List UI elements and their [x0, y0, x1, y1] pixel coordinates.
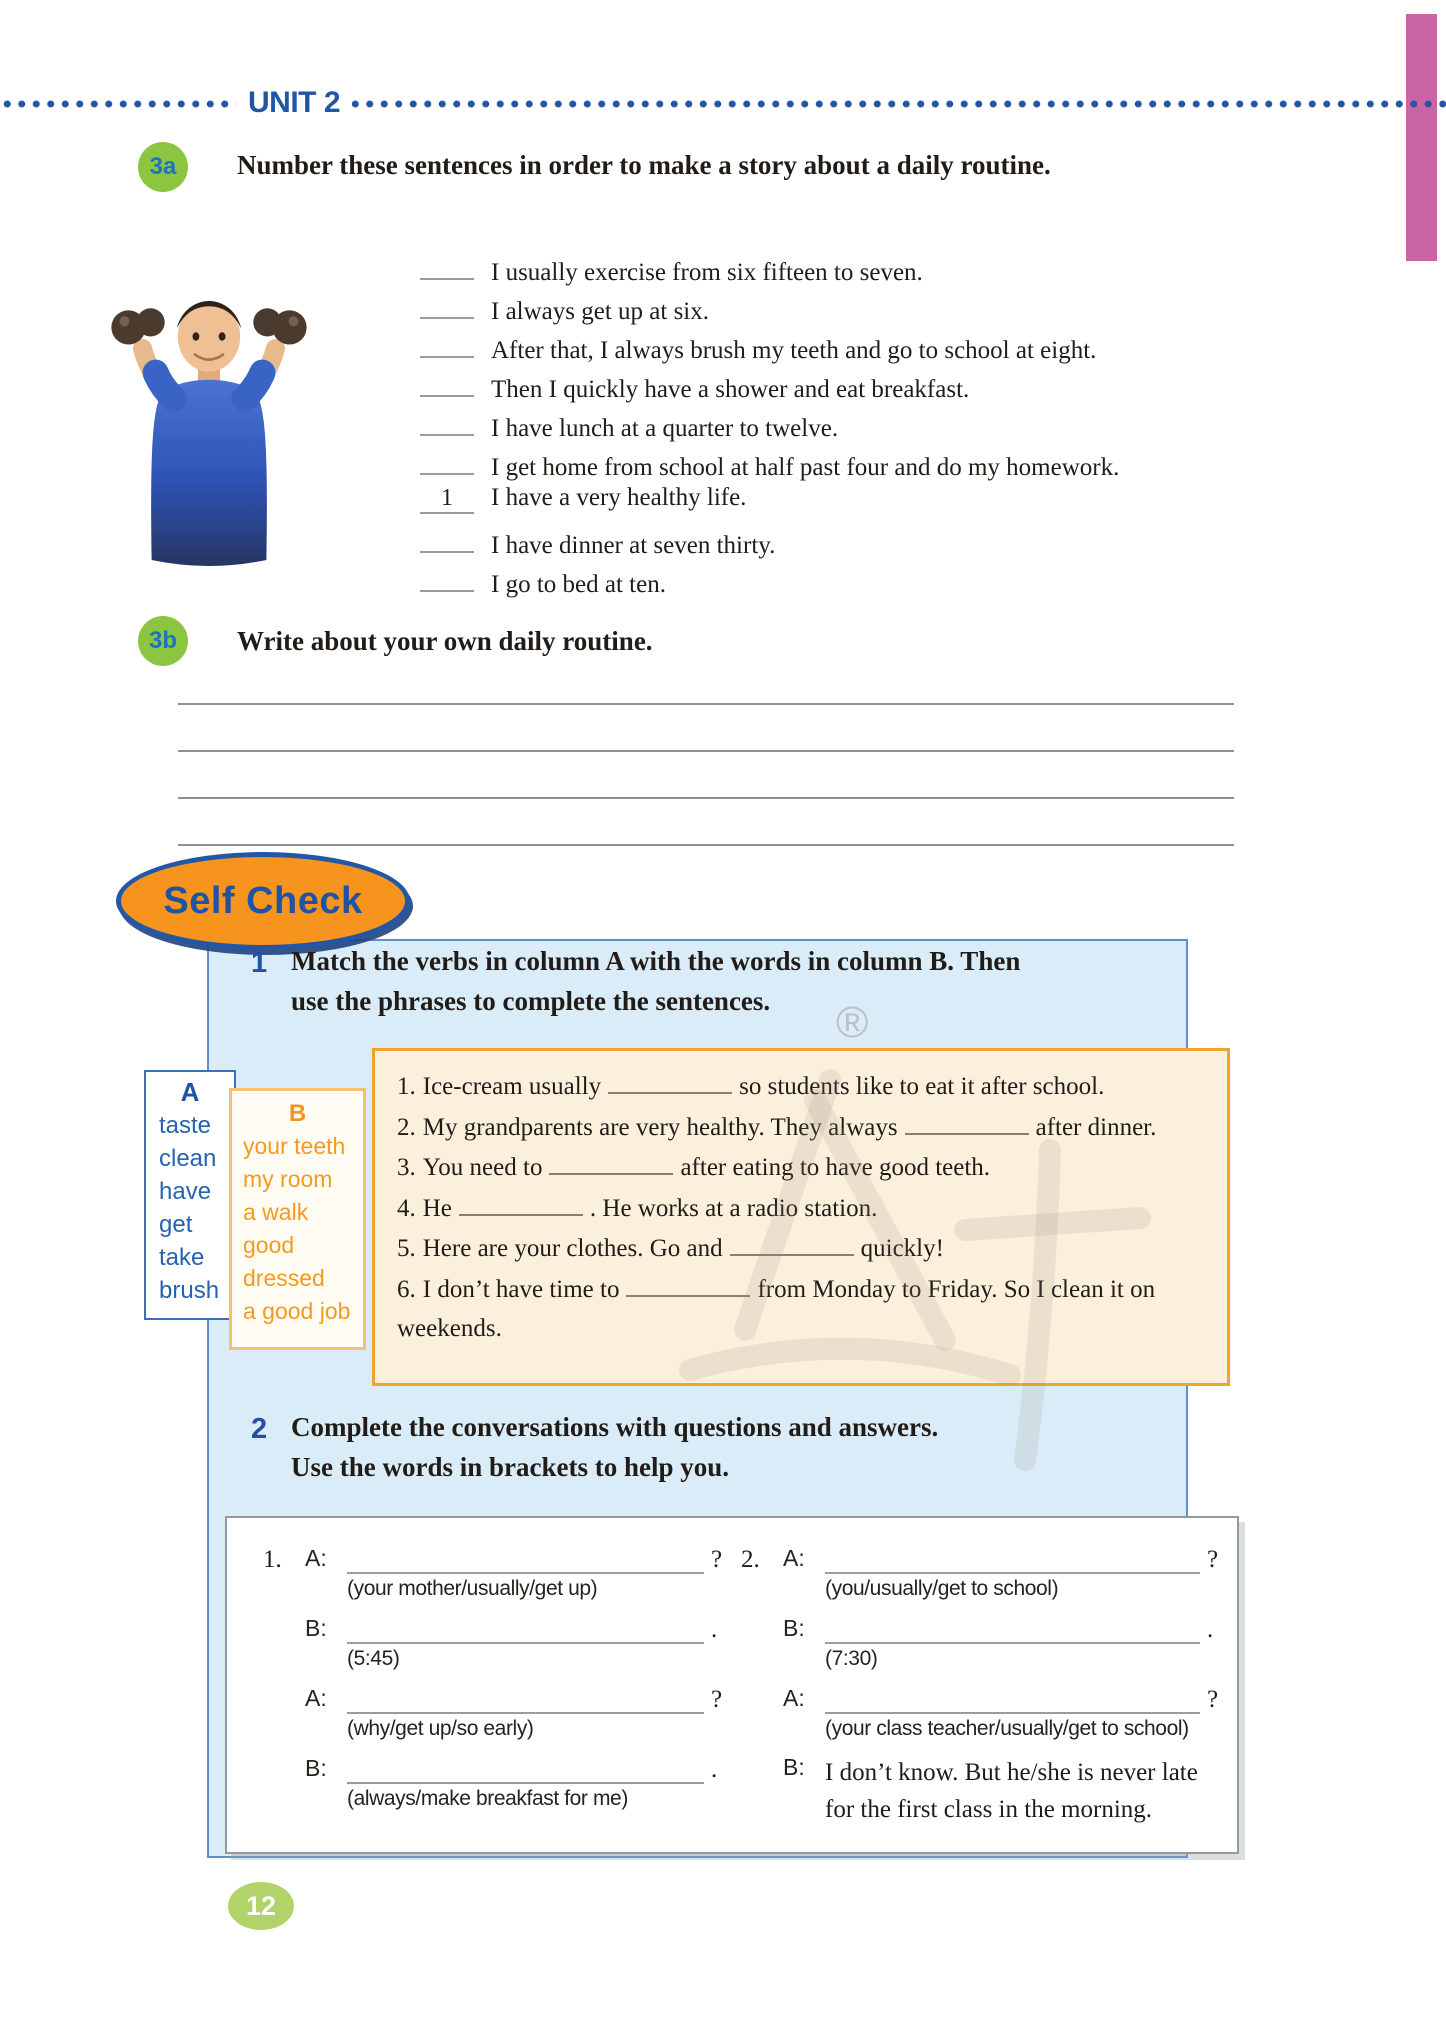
sentence-text-post: from Monday to Friday. So I clean it on weekends. [397, 1275, 1156, 1342]
column-b-word-list [243, 1130, 363, 1328]
fill-in-sentence [397, 1269, 1207, 1349]
conversation-1 [263, 1536, 725, 1824]
sentence-number: 4. [397, 1194, 416, 1222]
order-number-blank[interactable] [420, 289, 474, 319]
exercise-1-instruction-line2: use the phrases to complete the sentences. [291, 986, 771, 1016]
fill-in-sentence [397, 1147, 1207, 1188]
bracket-hint: (you/usually/get to school) [825, 1577, 1059, 1600]
speaker-label: A: [305, 1545, 327, 1571]
routine-sentence-text: I have a very healthy life. [491, 484, 747, 511]
column-b-word: dressed [243, 1265, 325, 1291]
sentence-text-post: so students like to eat it after school. [739, 1073, 1105, 1100]
sentence-number: 6. [397, 1275, 416, 1303]
end-punctuation: . [1207, 1616, 1214, 1643]
conversation-turn [741, 1614, 1221, 1644]
speaker-label: B: [783, 1615, 805, 1641]
speaker-label: A: [305, 1685, 327, 1711]
routine-sentence-row [420, 523, 1260, 562]
speaker-label: A: [783, 1685, 805, 1711]
bracket-hint: (why/get up/so early) [347, 1717, 534, 1740]
order-number-blank[interactable] [420, 406, 474, 436]
unit-title: UNIT 2 [236, 86, 352, 120]
routine-sentence-row [420, 445, 1260, 484]
fill-in-sentence [397, 1188, 1207, 1229]
routine-sentence-row [420, 406, 1260, 445]
sentence-number: 2. [397, 1113, 416, 1141]
end-punctuation: . [711, 1616, 718, 1643]
answer-blank[interactable] [347, 1544, 704, 1574]
end-punctuation: ? [711, 1686, 723, 1713]
order-number-blank[interactable] [420, 328, 474, 358]
exercise-1-instruction-line1: Match the verbs in column A with the words in column B. Then [291, 946, 1021, 976]
sentence-text-pre: Ice-cream usually [422, 1073, 602, 1100]
speaker-label: B: [305, 1755, 327, 1781]
section-3b-badge: 3b [138, 616, 188, 666]
conversation-turn [741, 1684, 1221, 1714]
section-3a-badge: 3a [138, 142, 188, 192]
sentence-text-post: quickly! [860, 1235, 944, 1262]
fill-in-sentence-list [397, 1066, 1207, 1349]
conversation-turn [263, 1684, 725, 1714]
column-b-word: good [243, 1232, 295, 1258]
column-a-word: have [159, 1178, 212, 1205]
page-number: 12 [245, 1890, 277, 1921]
fill-in-sentence [397, 1066, 1207, 1107]
unit-dotted-rule [0, 86, 1446, 119]
answer-text: I don’t know. But he/she is never late for the first class in the morning. [825, 1759, 1198, 1823]
fill-in-sentence [397, 1107, 1207, 1148]
bracket-hint: (5:45) [347, 1647, 400, 1670]
routine-sentence-row [420, 250, 1260, 289]
column-a-word: get [159, 1211, 193, 1238]
routine-sentence-text: After that, I always brush my teeth and go to school at eight. [491, 337, 1097, 364]
routine-sentence-text: Then I quickly have a shower and eat breakfast. [491, 376, 970, 403]
column-b-word: your teeth [243, 1133, 346, 1159]
sentence-text-post: after eating to have good teeth. [680, 1154, 991, 1181]
sentence-blank[interactable] [626, 1269, 750, 1297]
registered-trademark-icon: ® [836, 998, 869, 1047]
writing-line-blank[interactable] [178, 750, 1234, 752]
self-check-badge [116, 852, 410, 950]
routine-sentence-text: I get home from school at half past four and do my homework. [491, 454, 1120, 481]
speaker-label: B: [305, 1615, 327, 1641]
sentence-blank[interactable] [730, 1228, 854, 1256]
dumbbell-right [253, 308, 306, 344]
sentence-blank[interactable] [608, 1066, 732, 1094]
conversation-turn [263, 1544, 725, 1574]
sentence-text-pre: You need to [422, 1154, 543, 1181]
exercise-1-number: 1 [251, 947, 268, 979]
answer-blank[interactable] [825, 1684, 1200, 1714]
dumbbell-left [111, 308, 164, 344]
routine-sentence-text: I go to bed at ten. [491, 571, 666, 598]
sentence-text-pre: Here are your clothes. Go and [422, 1235, 723, 1262]
speaker-label: A: [783, 1545, 805, 1571]
conversation-item-number: 2. [741, 1546, 760, 1573]
bracket-hint: (your class teacher/usually/get to school) [825, 1717, 1189, 1740]
column-a-header: A [180, 1077, 200, 1107]
column-a-word-list [159, 1109, 234, 1307]
column-b-header: B [288, 1100, 307, 1127]
writing-line-blank[interactable] [178, 844, 1234, 846]
routine-sentence-text: I have dinner at seven thirty. [491, 532, 776, 559]
conversations-box [225, 1516, 1239, 1854]
section-3a-title: Number these sentences in order to make a story about a daily routine. [237, 150, 1051, 180]
exercise-2-instruction-line1: Complete the conversations with questions and answers. [291, 1412, 939, 1442]
sentence-text-pre: My grandparents are very healthy. They always [422, 1113, 898, 1141]
order-number-blank[interactable] [420, 523, 474, 553]
conversation-turn [741, 1544, 1221, 1574]
routine-sentence-text: I have lunch at a quarter to twelve. [491, 415, 839, 442]
boy-with-dumbbells-photo [80, 266, 338, 568]
sentence-text-post: after dinner. [1035, 1113, 1157, 1141]
bracket-hint: (7:30) [825, 1647, 878, 1670]
conversation-turn [263, 1754, 725, 1784]
answer-blank[interactable] [347, 1754, 704, 1784]
routine-sentence-text: I always get up at six. [491, 298, 710, 325]
routine-sentence-row [420, 484, 1260, 523]
answer-blank[interactable] [825, 1614, 1200, 1644]
end-punctuation: ? [711, 1546, 723, 1573]
self-check-label: Self Check [163, 879, 363, 922]
answer-blank[interactable] [825, 1544, 1200, 1574]
sentence-text-pre: I don’t have time to [422, 1275, 620, 1303]
routine-sentence-row [420, 289, 1260, 328]
page-number-badge [228, 1882, 294, 1930]
writing-line-blank[interactable] [178, 797, 1234, 799]
column-b-word: a walk [243, 1199, 309, 1225]
column-b-word: my room [243, 1166, 333, 1192]
order-number-blank[interactable] [420, 562, 474, 592]
end-punctuation: ? [1207, 1686, 1219, 1713]
fill-in-sentences-box [372, 1048, 1230, 1386]
column-b-box [229, 1088, 366, 1350]
column-b-word: a good job [243, 1298, 351, 1324]
column-a-word: taste [159, 1112, 212, 1139]
column-a-word: brush [159, 1277, 220, 1304]
column-a-word: clean [159, 1145, 217, 1172]
bracket-hint: (your mother/usually/get up) [347, 1577, 598, 1600]
speaker-label: B: [783, 1754, 805, 1780]
order-number-blank[interactable] [420, 367, 474, 397]
page-edge-tab [1406, 14, 1437, 261]
fill-in-sentence [397, 1228, 1207, 1269]
bracket-hint: (always/make breakfast for me) [347, 1787, 628, 1810]
conversation-turn [263, 1614, 725, 1644]
conversation-turn [741, 1754, 1221, 1828]
sentence-text-post: . He works at a radio station. [589, 1194, 878, 1222]
routine-sentence-row [420, 367, 1260, 406]
sentence-blank[interactable] [459, 1188, 583, 1216]
answer-blank[interactable] [347, 1684, 704, 1714]
end-punctuation: . [711, 1756, 718, 1783]
routine-sentence-text: I usually exercise from six fifteen to seven. [491, 259, 923, 286]
routine-sentence-row [420, 562, 1260, 601]
column-a-word: take [159, 1244, 205, 1271]
writing-line-blank[interactable] [178, 703, 1234, 705]
conversation-item-number: 1. [263, 1546, 282, 1573]
order-number-blank[interactable]: 1 [420, 484, 474, 514]
sentence-number: 3. [397, 1154, 416, 1181]
sentence-number: 1. [397, 1073, 416, 1100]
exercise-2-number: 2 [251, 1413, 268, 1445]
column-a-box [144, 1070, 236, 1320]
routine-sentence-row [420, 328, 1260, 367]
sentence-text-pre: He [422, 1194, 452, 1222]
exercise-2-instruction-line2: Use the words in brackets to help you. [291, 1452, 730, 1482]
sentence-blank[interactable] [549, 1147, 673, 1175]
answer-blank[interactable] [347, 1614, 704, 1644]
routine-sentence-list [420, 250, 1260, 601]
end-punctuation: ? [1207, 1546, 1219, 1573]
order-number-blank[interactable] [420, 250, 474, 280]
order-number-blank[interactable] [420, 445, 474, 475]
section-3b-title: Write about your own daily routine. [237, 626, 653, 656]
sentence-blank[interactable] [905, 1107, 1029, 1135]
conversation-2 [741, 1536, 1221, 1828]
sentence-number: 5. [397, 1235, 416, 1262]
